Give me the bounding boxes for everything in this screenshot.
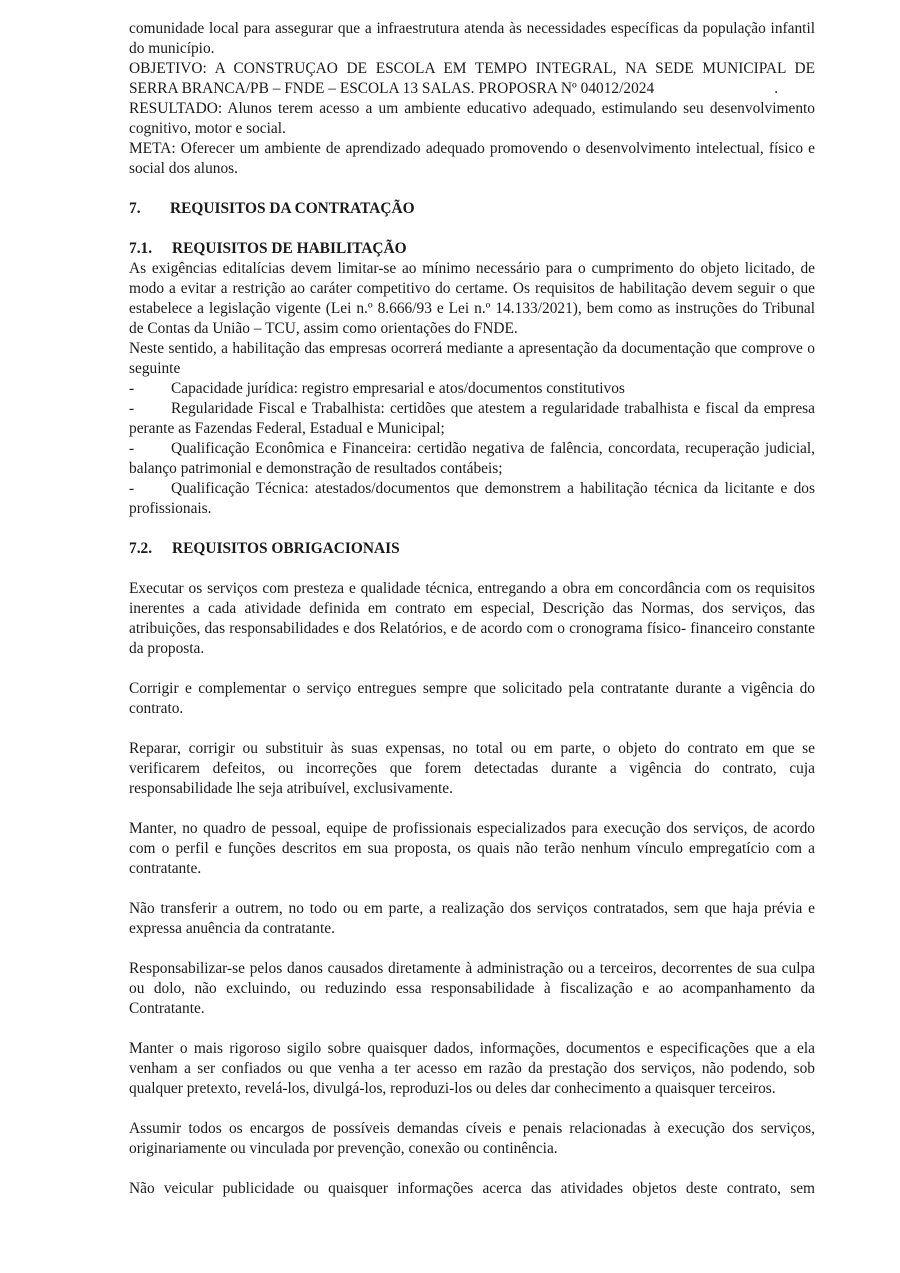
list-item (129, 379, 815, 399)
section-title: REQUISITOS DA CONTRATAÇÃO (170, 200, 415, 217)
list-item-text: Regularidade Fiscal e Trabalhista: certidões que atestem a regularidade trabalhista e fiscal da empresa perante as Fazendas Federal, Estadual e Municipal; (129, 400, 815, 437)
list-item (129, 479, 815, 519)
objetivo-text: OBJETIVO: A CONSTRUÇAO DE ESCOLA EM TEMPO INTEGRAL, NA SEDE MUNICIPAL DE SERRA BRANCA/PB – FNDE – ESCOLA 13 SALAS. PROPOSRA Nº 04012/2024 (129, 60, 815, 97)
list-item-text: Qualificação Técnica: atestados/documentos que demonstrem a habilitação técnica da licitante e dos profissionais. (129, 480, 815, 517)
paragraph: Manter o mais rigoroso sigilo sobre quaisquer dados, informações, documentos e especificações que a ela venham a ser confiados ou que venha a ter acesso em razão da prestação dos serviços, não podendo, sob qualquer pretexto, revelá-los, divulgá-los, reproduzi-los ou deles dar conhecimento a quaisquer terceiros. (129, 1040, 815, 1097)
bullet: - (129, 440, 135, 457)
objetivo-paragraph (129, 59, 815, 99)
section-title: REQUISITOS DE HABILITAÇÃO (172, 240, 407, 257)
paragraph: Neste sentido, a habilitação das empresas ocorrerá mediante a apresentação da documentação que comprove o seguinte (129, 340, 815, 377)
bullet: - (129, 480, 135, 497)
objetivo-dot: . (774, 80, 779, 97)
intro-paragraph: comunidade local para assegurar que a infraestrutura atenda às necessidades específicas da população infantil do município. (129, 20, 815, 57)
list-item-text: Capacidade jurídica: registro empresarial e atos/documentos constitutivos (171, 380, 625, 397)
bullet: - (129, 400, 135, 417)
section-number: 7. (129, 200, 141, 217)
section-7-heading (129, 199, 815, 219)
list-item-text: Qualificação Econômica e Financeira: certidão negativa de falência, concordata, recuperação judicial, balanço patrimonial e demonstração de resultados contábeis; (129, 440, 815, 477)
list-item (129, 439, 815, 479)
bullet: - (129, 380, 135, 397)
list-item (129, 399, 815, 439)
paragraph: Responsabilizar-se pelos danos causados diretamente à administração ou a terceiros, decorrentes de sua culpa ou dolo, não excluindo, ou reduzindo essa responsabilidade à fiscalização e ao acompanhamento da Contratante. (129, 960, 815, 1017)
paragraph: Executar os serviços com presteza e qualidade técnica, entregando a obra em concordância com os requisitos inerentes a cada atividade definida em contrato em especial, Descrição das Normas, dos serviços, das atribuições, das responsabilidades e dos Relatórios, e de acordo com o cronograma físico- financeiro constante da proposta. (129, 580, 815, 657)
section-7-2-heading (129, 539, 815, 559)
paragraph: Manter, no quadro de pessoal, equipe de profissionais especializados para execução dos serviços, de acordo com o perfil e funções descritos em sua proposta, os quais não terão nenhum vínculo empregatício com a contratante. (129, 820, 815, 877)
paragraph: Não veicular publicidade ou quaisquer informações acerca das atividades objetos deste contrato, sem (129, 1180, 815, 1197)
section-title: REQUISITOS OBRIGACIONAIS (172, 540, 400, 557)
meta-paragraph: META: Oferecer um ambiente de aprendizado adequado promovendo o desenvolvimento intelectual, físico e social dos alunos. (129, 140, 815, 177)
paragraph: Corrigir e complementar o serviço entregues sempre que solicitado pela contratante durante a vigência do contrato. (129, 680, 815, 717)
paragraph: Reparar, corrigir ou substituir às suas expensas, no total ou em parte, o objeto do contrato em que se verificarem defeitos, ou incorreções que forem detectadas durante a vigência do contrato, cuja responsabilidade lhe seja atribuível, exclusivamente. (129, 740, 815, 797)
section-7-1-heading (129, 239, 815, 259)
paragraph: As exigências editalícias devem limitar-se ao mínimo necessário para o cumprimento do objeto licitado, de modo a evitar a restrição ao caráter competitivo do certame. Os requisitos de habilitação devem seguir o que estabelece a legislação vigente (Lei n.º 8.666/93 e Lei n.º 14.133/2021), bem como as instruções do Tribunal de Contas da União – TCU, assim como orientações do FNDE. (129, 260, 815, 337)
paragraph: Assumir todos os encargos de possíveis demandas cíveis e penais relacionadas à execução dos serviços, originariamente ou vinculada por prevenção, conexão ou continência. (129, 1120, 815, 1157)
section-number: 7.1. (129, 240, 153, 257)
paragraph: Não transferir a outrem, no todo ou em parte, a realização dos serviços contratados, sem que haja prévia e expressa anuência da contratante. (129, 900, 815, 937)
section-number: 7.2. (129, 540, 153, 557)
document-page (129, 19, 815, 1199)
resultado-paragraph: RESULTADO: Alunos terem acesso a um ambiente educativo adequado, estimulando seu desenvolvimento cognitivo, motor e social. (129, 100, 815, 137)
